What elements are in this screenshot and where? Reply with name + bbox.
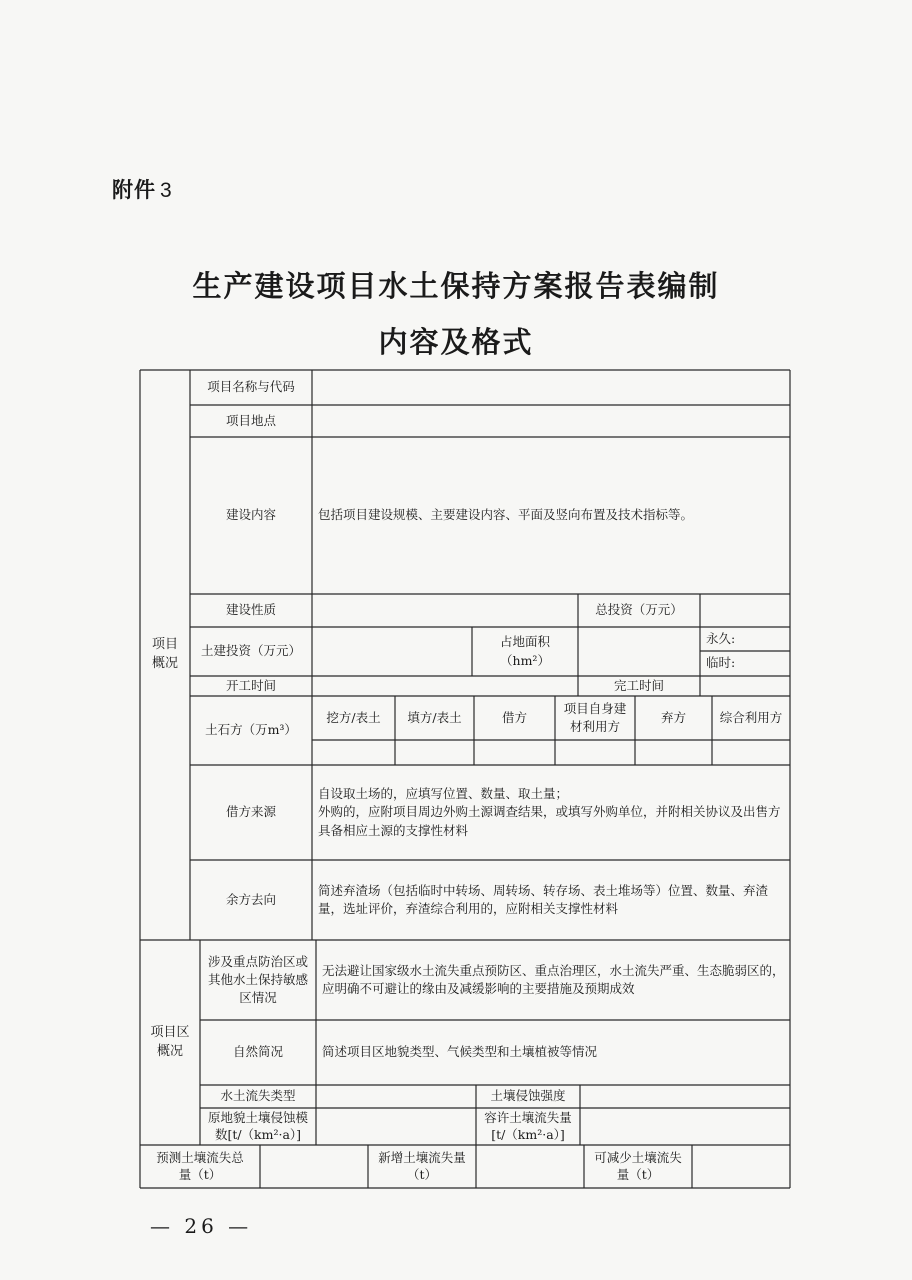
label-total-invest: 总投资（万元）: [595, 602, 683, 618]
label-new-loss: 新增土壤流失量 （t）: [378, 1150, 466, 1182]
label-spoil: 弃方: [660, 709, 686, 725]
label-predicted-total: 预测土壤流失总 量（t）: [156, 1150, 244, 1182]
label-start-time: 开工时间: [225, 677, 276, 693]
attachment-label: 附件 3: [112, 178, 173, 202]
section-area-overview: 项目区 概况: [150, 1024, 190, 1059]
label-permanent: 永久:: [706, 630, 736, 646]
page-title: 生产建设项目水土保持方案报告表编制: [192, 269, 720, 303]
label-comprehensive: 综合利用方: [719, 709, 783, 725]
note-borrow-source: 自设取土场的，应填写位置、数量、取土量； 外购的，应附项目周边外购土源调查结果，或填写外购单位，并附相关协议及出售方具备相应土源的支撑性材料: [318, 786, 781, 838]
label-erosion-intensity: 土壤侵蚀强度: [490, 1088, 566, 1104]
label-dig: 挖方/表土: [326, 709, 381, 725]
label-erosion-type: 水土流失类型: [220, 1088, 296, 1104]
label-earthwork: 土石方（万m³）: [205, 722, 297, 738]
label-borrow: 借方: [501, 709, 527, 725]
label-spoil-destination: 余方去向: [225, 891, 276, 907]
note-natural: 简述项目区地貌类型、气候类型和土壤植被等情况: [322, 1044, 598, 1060]
label-content: 建设内容: [225, 507, 276, 523]
label-land-area: 占地面积 （hm²）: [499, 634, 550, 668]
note-content: 包括项目建设规模、主要建设内容、平面及竖向布置及技术指标等。: [318, 507, 694, 523]
note-sensitive-area: 无法避让国家级水土流失重点预防区、重点治理区，水土流失严重、生态脆弱区的，应明确不可避让的缘由及减缓影响的主要措施及预期成效: [322, 962, 785, 996]
label-sensitive-area: 涉及重点防治区或 其他水土保持敏感 区情况: [207, 953, 308, 1006]
label-allowable-loss: 容许土壤流失量 [t/（km²·a）]: [484, 1110, 572, 1142]
label-reducible-loss: 可减少土壤流失 量（t）: [594, 1150, 682, 1182]
label-borrow-source: 借方来源: [225, 804, 276, 820]
label-fill: 填方/表土: [407, 709, 462, 725]
label-original-modulus: 原地貌土壤侵蚀模 数[t/（km²·a）]: [207, 1110, 308, 1142]
label-name-code: 项目名称与代码: [207, 379, 295, 395]
label-location: 项目地点: [225, 412, 276, 428]
label-end-time: 完工时间: [613, 677, 664, 693]
label-natural: 自然简况: [232, 1044, 283, 1060]
page-number: — 26 —: [150, 1214, 253, 1238]
label-civil-invest: 土建投资（万元）: [200, 643, 301, 659]
page-subtitle: 内容及格式: [378, 325, 534, 359]
note-spoil-destination: 简述弃渣场（包括临时中转场、周转场、转存场、表土堆场等）位置、数量、弃渣量，选址评价，弃渣综合利用的，应附相关支撑性材料: [318, 882, 769, 916]
label-temporary: 临时:: [706, 655, 736, 671]
label-self-reuse: 项目自身建 材利用方: [563, 700, 627, 734]
section-project-overview: 项目 概况: [151, 637, 178, 671]
label-nature: 建设性质: [225, 602, 276, 618]
